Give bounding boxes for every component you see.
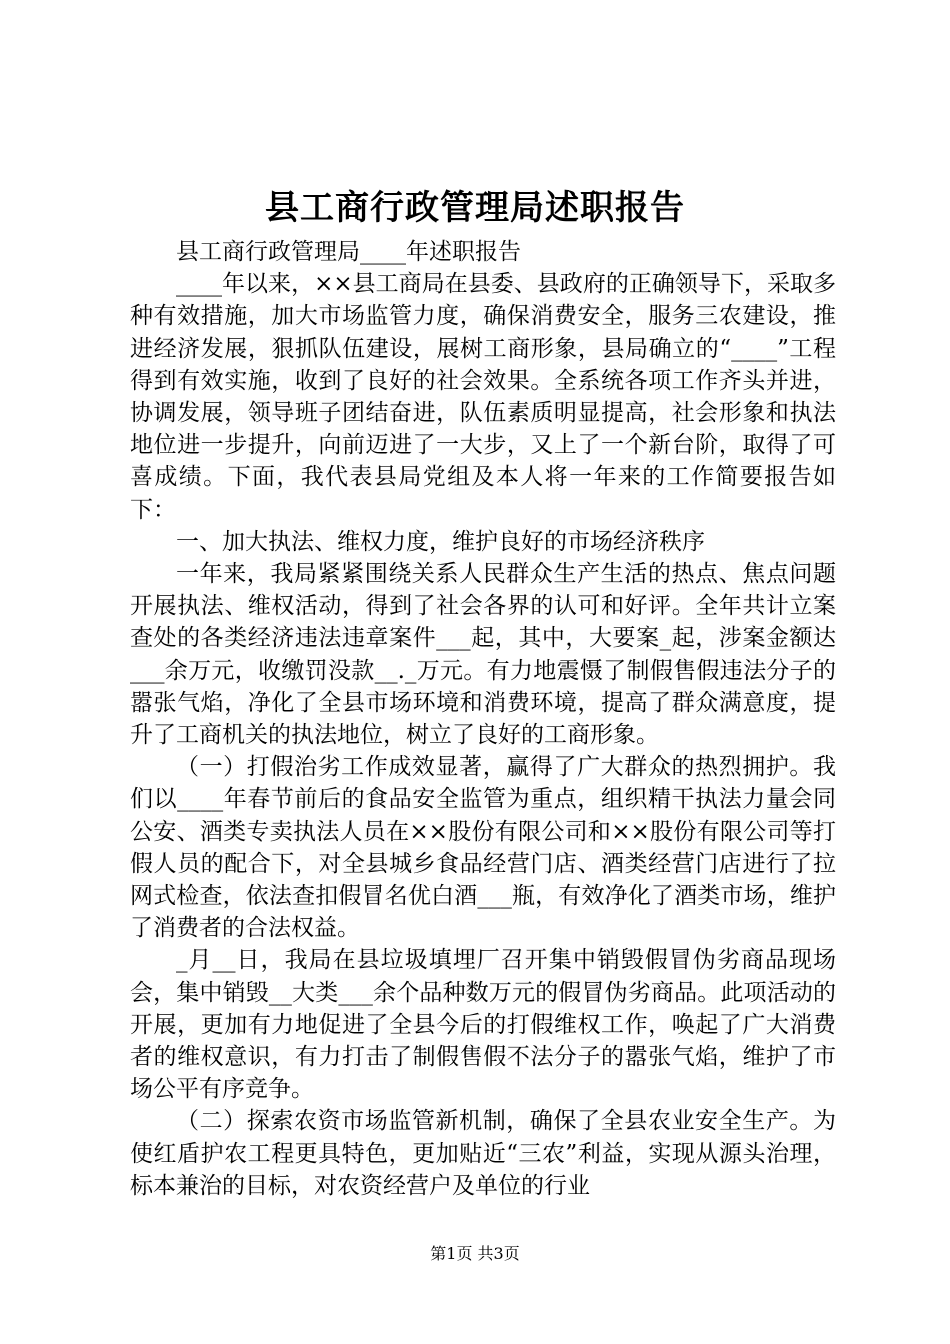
paragraph-destruction: _月__日，我局在县垃圾填埋厂召开集中销毁假冒伪劣商品现场会，集中销毁__大类___余个品种数万元的假冒伪劣商品。此项活动的开展，更加有力地促进了全县今后的打假维权工作，唤起了广大消费者的维权意识，有力打击了制假售假不法分子的嚣张气焰，维护了市场公平有序竞争。 [130,947,836,1103]
paragraph-enforcement: 一年来，我局紧紧围绕关系人民群众生产生活的热点、焦点问题开展执法、维权活动，得到了社会各界的认可和好评。全年共计立案查处的各类经济违法违章案件___起，其中，大要案_起，涉案金额达___余万元，收缴罚没款__._万元。有力地震慑了制假售假违法分子的嚣张气焰，净化了全县市场环境和消费环境，提高了群众满意度，提升了工商机关的执法地位，树立了良好的工商形象。 [130,561,836,749]
document-title: 县工商行政管理局述职报告 [265,188,685,228]
document-body [130,236,836,1202]
paragraph-intro: ____年以来，××县工商局在县委、县政府的正确领导下，采取多种有效措施，加大市场监管力度，确保消费安全，服务三农建设，推进经济发展，狠抓队伍建设，展树工商形象，县局确立的“____”工程得到有效实施，收到了良好的社会效果。全系统各项工作齐头并进，协调发展，领导班子团结奋进，队伍素质明显提高，社会形象和执法地位进一步提升，向前迈进了一大步，又上了一个新台阶，取得了可喜成绩。下面，我代表县局党组及本人将一年来的工作简要报告如下： [130,271,836,523]
page-footer: 第1页 共3页 [430,1244,520,1263]
report-subtitle: 县工商行政管理局____年述职报告 [176,239,521,265]
section-heading-1: 一、加大执法、维权力度，维护良好的市场经济秩序 [176,528,705,555]
paragraph-agri-market: （二）探索农资市场监管新机制，确保了全县农业安全生产。为使红盾护农工程更具特色，更加贴近“三农”利益，实现从源头治理，标本兼治的目标，对农资经营户及单位的行业 [130,1108,836,1199]
paragraph-anti-counterfeit: （一）打假治劣工作成效显著，赢得了广大群众的热烈拥护。我们以____年春节前后的食品安全监管为重点，组织精干执法力量会同公安、酒类专卖执法人员在××股份有限公司和××股份有限公司等打假人员的配合下，对全县城乡食品经营门店、酒类经营门店进行了拉网式检查，依法查扣假冒名优白酒___瓶，有效净化了酒类市场，维护了消费者的合法权益。 [130,754,836,942]
